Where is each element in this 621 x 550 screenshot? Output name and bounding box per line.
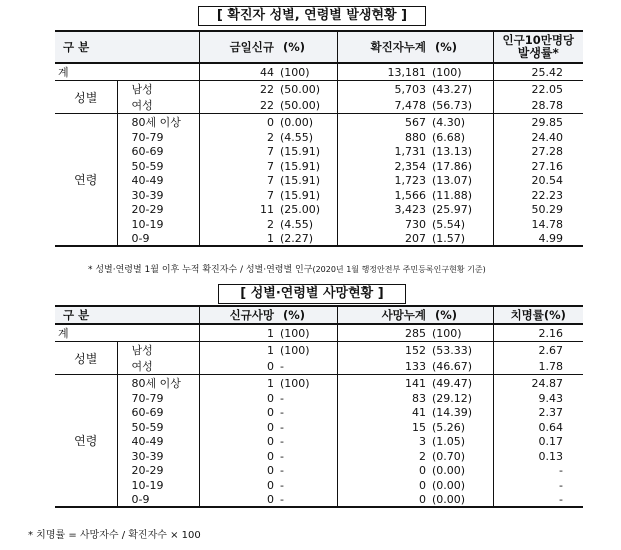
- cell-new-pct: -: [277, 420, 337, 435]
- cell-rate: 9.43: [538, 391, 564, 405]
- cell-cum-pct: (100): [429, 63, 493, 81]
- table-row: [55, 435, 583, 450]
- cell-cum-pct: (1.57): [429, 232, 493, 247]
- confirmed-cases-table: [55, 30, 583, 247]
- table-row: [55, 174, 583, 189]
- cell-new: 2: [267, 217, 275, 231]
- cell-new: 0: [199, 493, 277, 508]
- header-rate-line2: 발생률*: [517, 46, 559, 60]
- cell-cum-pct: (0.00): [429, 493, 493, 508]
- group-label-gender: 성별: [55, 81, 117, 114]
- table2-footnote: * 치명률 = 사망자수 / 확진자수 × 100: [28, 530, 201, 541]
- cell-cum: 3: [419, 435, 427, 449]
- table-row: [55, 232, 583, 247]
- header-fatality: 치명률(%): [493, 306, 583, 324]
- cell-cum-pct: (56.73): [429, 97, 493, 114]
- header-category: 구 분: [55, 306, 199, 324]
- cell-cum: 141: [405, 376, 427, 390]
- cell-cum: 15: [412, 420, 427, 434]
- cell-rate: -: [493, 493, 583, 508]
- group-label-gender: 성별: [55, 342, 117, 375]
- cell-new-pct: (15.91): [277, 145, 337, 160]
- cell-new-pct: -: [277, 391, 337, 406]
- row-label: 계: [55, 324, 199, 342]
- row-label: 60-69: [117, 145, 199, 160]
- cell-cum: 567: [405, 115, 427, 129]
- cell-new-pct: (100): [277, 342, 337, 359]
- cell-cum-pct: (0.00): [429, 478, 493, 493]
- table1-title: [ 확진자 성별, 연령별 발생현황 ]: [198, 6, 426, 26]
- row-label: 50-59: [117, 159, 199, 174]
- cell-new-pct: (4.55): [277, 130, 337, 145]
- cell-cum-pct: (5.26): [429, 420, 493, 435]
- cell-cum: 3,423: [394, 203, 427, 217]
- cell-rate: 24.40: [531, 130, 564, 144]
- cell-rate: 27.28: [531, 145, 564, 159]
- cell-rate: 4.99: [493, 232, 583, 247]
- group-label-age: 연령: [55, 114, 117, 247]
- cell-new: 0: [199, 358, 277, 375]
- header-cum-pct: (%): [429, 306, 493, 324]
- cell-new: 1: [199, 232, 277, 247]
- footnote-source: (2020년 1월 행정안전부 주민등록인구현황 기준): [312, 265, 486, 274]
- header-category: 구 분: [55, 31, 199, 63]
- cell-cum-pct: (0.70): [429, 449, 493, 464]
- table-row: [55, 358, 583, 375]
- cell-cum: 7,478: [337, 97, 429, 114]
- cell-new: 0: [267, 391, 275, 405]
- cell-cum: 0: [337, 493, 429, 508]
- header-new-pct: (%): [277, 31, 337, 63]
- cell-cum-pct: (1.05): [429, 435, 493, 450]
- cell-new-pct: (15.91): [277, 188, 337, 203]
- header-rate: [493, 31, 583, 63]
- table-row: [55, 478, 583, 493]
- header-cumulative: 확진자누계: [337, 31, 429, 63]
- row-label: 남성: [117, 342, 199, 359]
- cell-cum-pct: (11.88): [429, 188, 493, 203]
- cell-cum-pct: (5.54): [429, 217, 493, 232]
- row-label: 여성: [117, 97, 199, 114]
- table-row: [55, 464, 583, 479]
- row-label: 50-59: [117, 420, 199, 435]
- row-label: 10-19: [117, 478, 199, 493]
- cell-new: 7: [267, 159, 275, 173]
- cell-cum: 83: [412, 391, 427, 405]
- cell-rate: 22.23: [531, 188, 564, 202]
- cell-rate: 0.17: [538, 435, 564, 449]
- header-cum-pct: (%): [429, 31, 493, 63]
- cell-cum: 0: [419, 464, 427, 478]
- cell-cum: 133: [337, 358, 429, 375]
- cell-new: 0: [267, 406, 275, 420]
- row-label: 10-19: [117, 217, 199, 232]
- cell-new-pct: (25.00): [277, 203, 337, 218]
- cell-new: 44: [199, 63, 277, 81]
- cell-cum-pct: (53.33): [429, 342, 493, 359]
- table-row: [55, 188, 583, 203]
- cell-new: 1: [267, 376, 275, 390]
- cell-new: 7: [267, 174, 275, 188]
- cell-new-pct: (15.91): [277, 159, 337, 174]
- cell-rate: -: [559, 478, 564, 492]
- cell-new: 1: [267, 343, 275, 357]
- cell-new: 0: [267, 464, 275, 478]
- row-label: 여성: [117, 358, 199, 375]
- cell-rate: 2.67: [538, 343, 564, 357]
- cell-new: 0: [267, 115, 275, 129]
- cell-cum: 2,354: [394, 159, 427, 173]
- row-label: 계: [55, 63, 199, 81]
- cell-cum: 152: [405, 343, 427, 357]
- table-row: [55, 406, 583, 421]
- row-label: 80세 이상: [117, 375, 199, 392]
- deaths-table: [55, 305, 583, 508]
- cell-cum-pct: (25.97): [429, 203, 493, 218]
- table2-header-row: [55, 306, 583, 324]
- cell-new: 22: [260, 82, 275, 96]
- row-label: 남성: [117, 81, 199, 98]
- cell-rate: 0.64: [538, 420, 564, 434]
- table-row: [55, 449, 583, 464]
- cell-cum-pct: (17.86): [429, 159, 493, 174]
- cell-new: 1: [199, 324, 277, 342]
- row-label: 30-39: [117, 449, 199, 464]
- cell-new-pct: (50.00): [277, 81, 337, 98]
- cell-new: 7: [267, 188, 275, 202]
- row-label: 0-9: [117, 493, 199, 508]
- cell-rate: -: [559, 464, 564, 478]
- table-row: [55, 493, 583, 508]
- table1-total-row: [55, 63, 583, 81]
- table-row: [55, 391, 583, 406]
- table-row: [55, 159, 583, 174]
- cell-rate: 1.78: [493, 358, 583, 375]
- row-label: 70-79: [117, 391, 199, 406]
- cell-new-pct: (15.91): [277, 174, 337, 189]
- cell-cum-pct: (100): [429, 324, 493, 342]
- cell-cum-pct: (29.12): [429, 391, 493, 406]
- table1-footnote: [88, 262, 486, 275]
- cell-rate: 50.29: [531, 203, 564, 217]
- cell-new-pct: -: [277, 406, 337, 421]
- cell-cum: 2: [419, 449, 427, 463]
- table-row: [55, 342, 583, 359]
- cell-cum-pct: (13.13): [429, 145, 493, 160]
- row-label: 60-69: [117, 406, 199, 421]
- row-label: 80세 이상: [117, 114, 199, 131]
- cell-new-pct: -: [277, 435, 337, 450]
- table-row: [55, 217, 583, 232]
- row-label: 20-29: [117, 203, 199, 218]
- table-row: [55, 375, 583, 392]
- row-label: 30-39: [117, 188, 199, 203]
- cell-cum: 1,731: [394, 145, 427, 159]
- cell-rate: 0.13: [538, 449, 564, 463]
- table2-total-row: [55, 324, 583, 342]
- cell-new-pct: -: [277, 493, 337, 508]
- cell-new: 0: [267, 478, 275, 492]
- cell-rate: 25.42: [493, 63, 583, 81]
- cell-cum: 285: [337, 324, 429, 342]
- table-row: [55, 114, 583, 131]
- table-row: [55, 203, 583, 218]
- table2-title: [ 성별·연령별 사망현황 ]: [218, 284, 406, 304]
- row-label: 20-29: [117, 464, 199, 479]
- table1-header-row: [55, 31, 583, 63]
- cell-cum-pct: (4.30): [429, 114, 493, 131]
- cell-new-pct: -: [277, 358, 337, 375]
- cell-new-pct: (0.00): [277, 114, 337, 131]
- footnote-main: * 성별·연령별 1월 이후 누적 확진자수 / 성별·연령별 인구: [88, 265, 313, 275]
- header-new-deaths: 신규사망: [199, 306, 277, 324]
- cell-rate: 22.05: [531, 82, 564, 96]
- table-row: [55, 81, 583, 98]
- cell-new-pct: (100): [277, 324, 337, 342]
- cell-rate: 29.85: [531, 115, 564, 129]
- cell-cum-pct: (0.00): [429, 464, 493, 479]
- cell-new: 0: [267, 435, 275, 449]
- cell-new-pct: (4.55): [277, 217, 337, 232]
- cell-new-pct: (100): [277, 375, 337, 392]
- cell-rate: 24.87: [531, 376, 564, 390]
- cell-new: 0: [267, 420, 275, 434]
- cell-cum: 1,566: [394, 188, 427, 202]
- cell-new: 2: [267, 130, 275, 144]
- cell-cum-pct: (13.07): [429, 174, 493, 189]
- cell-cum-pct: (43.27): [429, 81, 493, 98]
- cell-new: 0: [267, 449, 275, 463]
- cell-new-pct: -: [277, 449, 337, 464]
- table-row: [55, 130, 583, 145]
- cell-rate: 20.54: [531, 174, 564, 188]
- cell-cum: 5,703: [394, 82, 427, 96]
- cell-cum-pct: (49.47): [429, 375, 493, 392]
- cell-rate: 14.78: [531, 217, 564, 231]
- cell-cum: 207: [337, 232, 429, 247]
- cell-new: 11: [260, 203, 275, 217]
- cell-new-pct: -: [277, 478, 337, 493]
- cell-new-pct: -: [277, 464, 337, 479]
- cell-rate: 2.37: [538, 406, 564, 420]
- cell-cum-pct: (14.39): [429, 406, 493, 421]
- cell-new: 7: [267, 145, 275, 159]
- cell-cum-pct: (6.68): [429, 130, 493, 145]
- table-row: [55, 97, 583, 114]
- cell-cum: 41: [412, 406, 427, 420]
- cell-cum: 1,723: [394, 174, 427, 188]
- group-label-age: 연령: [55, 375, 117, 508]
- row-label: 40-49: [117, 174, 199, 189]
- cell-cum: 880: [405, 130, 427, 144]
- cell-new-pct: (100): [277, 63, 337, 81]
- cell-rate: 2.16: [493, 324, 583, 342]
- table-row: [55, 145, 583, 160]
- table-row: [55, 420, 583, 435]
- row-label: 40-49: [117, 435, 199, 450]
- cell-cum-pct: (46.67): [429, 358, 493, 375]
- header-rate-line1: 인구10만명당: [502, 33, 575, 47]
- header-new-cases: 금일신규: [199, 31, 277, 63]
- cell-rate: 27.16: [531, 159, 564, 173]
- cell-new: 22: [199, 97, 277, 114]
- cell-cum: 13,181: [337, 63, 429, 81]
- cell-new-pct: (2.27): [277, 232, 337, 247]
- cell-new-pct: (50.00): [277, 97, 337, 114]
- header-new-pct: (%): [277, 306, 337, 324]
- cell-cum: 730: [405, 217, 427, 231]
- cell-cum: 0: [419, 478, 427, 492]
- row-label: 70-79: [117, 130, 199, 145]
- cell-rate: 28.78: [493, 97, 583, 114]
- row-label: 0-9: [117, 232, 199, 247]
- header-cumulative: 사망누계: [337, 306, 429, 324]
